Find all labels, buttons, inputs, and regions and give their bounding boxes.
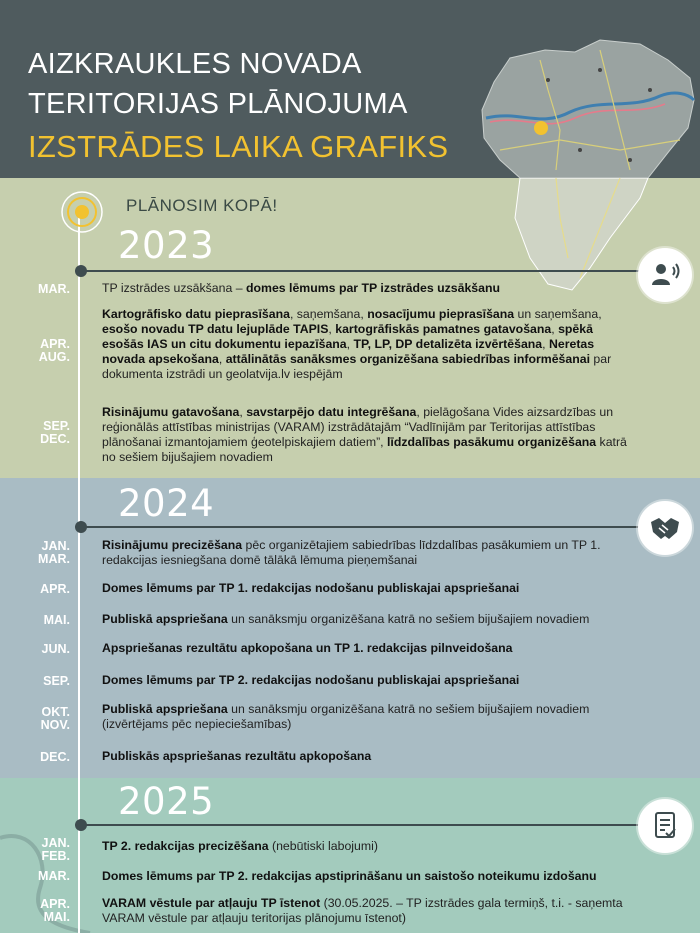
entry-bold-text: kartogrāfiskās pamatnes gatavošana	[335, 322, 552, 336]
entry-text	[102, 673, 637, 688]
month-label: APR.	[40, 582, 70, 596]
entry-plain-text: ,	[542, 337, 549, 351]
entry-text	[102, 405, 637, 465]
month-label: APR. AUG.	[38, 337, 70, 364]
entry-bold-text: Neretas novada apsekošana	[102, 337, 595, 366]
entry-plain-text: (30.05.2025. – TP izstrādes gala termiņš, t.i. - saņemta VARAM vēstule par atļauju teritorijas plānojumu īstenot)	[102, 896, 623, 925]
month-label: MAR.	[38, 282, 70, 296]
year-icon-circle	[638, 501, 692, 555]
entry-bold-text: līdzdalības pasākumu organizēšana	[387, 435, 597, 449]
entry-bold-text: TP, LP, DP detalizēta izvērtēšana	[353, 337, 543, 351]
entry-text	[102, 538, 637, 568]
entry-plain-text: TP izstrādes uzsākšana –	[102, 281, 246, 295]
entry-text	[102, 612, 637, 627]
entry-text	[102, 702, 637, 732]
entry-plain-text: ,	[218, 352, 226, 366]
month-label: SEP.	[43, 674, 70, 688]
entry-bold-text: Domes lēmums par TP 2. redakcijas apstiprināšanu un saistošo noteikumu izdošanu	[102, 869, 597, 883]
entry-bold-text: Publiskās apspriešanas rezultātu apkopošana	[102, 749, 372, 763]
entry-bold-text: nosacījumu pieprasīšana	[367, 307, 515, 321]
entry-plain-text: ,	[239, 405, 247, 419]
entry-plain-text: pēc organizētajiem sabiedrības līdzdalības pasākumiem un TP 1. redakcijas iesniegšana domē tālākā lēmuma pieņemšanai	[102, 538, 601, 567]
handshake-icon	[649, 512, 681, 544]
entry-plain-text: un sanāksmju organizēšana katrā no sešiem bijušajiem novadiem (izvērtējams pēc nepieciešamības)	[102, 702, 590, 731]
target-sun-icon	[60, 190, 104, 234]
year-heading: 2024	[118, 482, 215, 525]
title-line-2: TERITORIJAS PLĀNOJUMA	[28, 88, 408, 120]
entry-text	[102, 896, 637, 926]
entry-plain-text: ,	[346, 337, 354, 351]
entry-plain-text: ,	[551, 322, 559, 336]
month-label: JAN. FEB.	[41, 836, 70, 863]
month-label: MAI.	[43, 613, 70, 627]
year-dot	[75, 265, 87, 277]
entry-text	[102, 581, 637, 596]
county-map-lower	[0, 178, 700, 298]
month-label: MAR.	[38, 869, 70, 883]
entry-bold-text: domes lēmums par TP izstrādes uzsākšanu	[246, 281, 501, 295]
year-icon-circle	[638, 799, 692, 853]
entry-text	[102, 869, 637, 884]
month-label: JUN.	[41, 642, 70, 656]
title-line-1: AIZKRAUKLES NOVADA	[28, 48, 362, 80]
entry-bold-text: Risinājumu gatavošana	[102, 405, 240, 419]
year-dot	[75, 819, 87, 831]
entry-bold-text: Publiskā apspriešana	[102, 612, 228, 626]
entry-bold-text: attālinātās sanāksmes organizēšana sabiedrības informēšanai	[225, 352, 591, 366]
month-label: DEC.	[40, 750, 70, 764]
megaphone-person-icon	[649, 259, 681, 291]
band-2024	[0, 478, 700, 778]
entry-bold-text: savstarpējo datu integrēšana	[246, 405, 417, 419]
entry-bold-text: Domes lēmums par TP 1. redakcijas nodošanu publiskajai apspriešanai	[102, 581, 520, 595]
month-label: APR. MAI.	[40, 897, 70, 924]
slogan: PLĀNOSIM KOPĀ!	[126, 196, 278, 215]
entry-text	[102, 749, 637, 764]
entry-bold-text: VARAM vēstule par atļauju TP īstenot	[102, 896, 321, 910]
year-divider	[82, 270, 647, 272]
entry-plain-text: (nebūtiski labojumi)	[268, 839, 378, 853]
entry-plain-text: un sanāksmju organizēšana katrā no sešiem bijušajiem novadiem	[227, 612, 590, 626]
entry-bold-text: TP 2. redakcijas precizēšana	[102, 839, 269, 853]
entry-text	[102, 641, 637, 656]
entry-text	[102, 281, 637, 296]
entry-plain-text: par dokumenta izstrādi un geolatvija.lv iespējām	[102, 352, 612, 381]
header-banner	[0, 0, 700, 178]
entry-bold-text: Publiskā apspriešana	[102, 702, 228, 716]
entry-bold-text: Apspriešanas rezultātu apkopošana un TP 1. redakcijas pilnveidošana	[102, 641, 513, 655]
entry-bold-text: Kartogrāfisko datu pieprasīšana	[102, 307, 290, 321]
entry-bold-text: spēkā esošās IAS un citu dokumentu iepazīšana	[102, 322, 593, 351]
year-heading: 2025	[118, 780, 215, 823]
entry-bold-text: esošo novadu TP datu lejuplāde TAPIS	[102, 322, 329, 336]
year-icon-circle	[638, 248, 692, 302]
entry-plain-text: un saņemšana,	[514, 307, 602, 321]
entry-bold-text: Domes lēmums par TP 2. redakcijas nodošanu publiskajai apspriešanai	[102, 673, 520, 687]
entry-text	[102, 839, 637, 854]
entry-bold-text: Risinājumu precizēšana	[102, 538, 243, 552]
entry-plain-text: , saņemšana,	[289, 307, 368, 321]
entry-plain-text: katrā no sešiem bijušajiem novadiem	[102, 435, 627, 464]
month-label: JAN. MAR.	[38, 539, 70, 566]
month-label: OKT. NOV.	[40, 705, 70, 732]
document-check-icon	[649, 810, 681, 842]
entry-plain-text: ,	[328, 322, 336, 336]
entry-plain-text: , pielāgošana Vides aizsardzības un reģionālās attīstības ministrijas (VARAM) izstrādātajām “Vadlīnijām par Teritorijas attīstības plānošanai izmantojamiem ģeotelpiskajiem datiem”,	[102, 405, 614, 449]
year-heading: 2023	[118, 224, 215, 267]
title-line-3: IZSTRĀDES LAIKA GRAFIKS	[28, 129, 449, 164]
year-divider	[82, 824, 647, 826]
entry-text	[102, 307, 637, 382]
year-dot	[75, 521, 87, 533]
month-label: SEP. DEC.	[40, 419, 70, 446]
year-divider	[82, 526, 647, 528]
